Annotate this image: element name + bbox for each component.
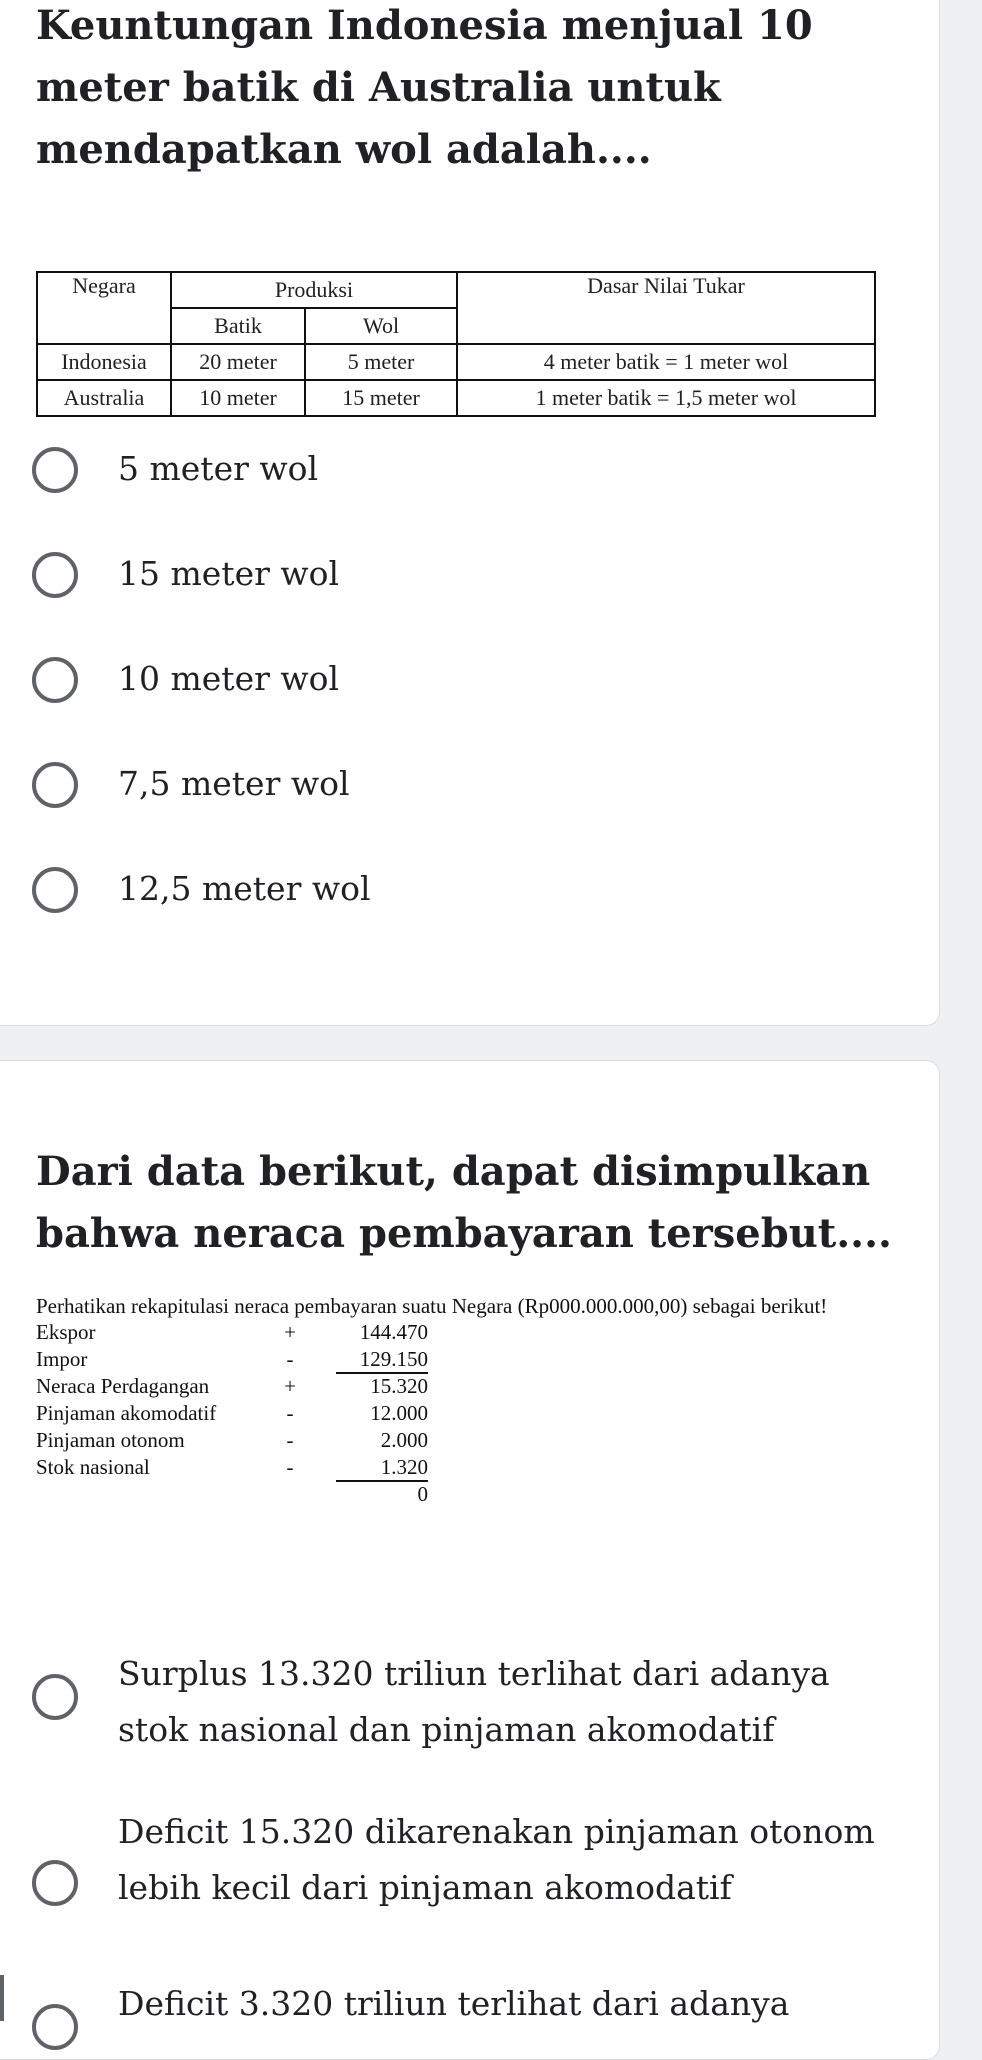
question-card-1 [0, 0, 940, 1026]
row-value: 1.320 [336, 1454, 428, 1482]
radio-button[interactable] [32, 762, 78, 808]
balance-of-payments-figure [36, 1293, 876, 1508]
row-label: Neraca Perdagangan [36, 1374, 210, 1398]
question-title: Dari data berikut, dapat disimpulkan bahwa neraca pembayaran tersebut.... [36, 1148, 892, 1257]
figure-intro: Perhatikan rekapitulasi neraca pembayaran suatu Negara (Rp000.000.000,00) sebagai berikut! [36, 1294, 828, 1318]
option-label: 12,5 meter wol [118, 869, 371, 908]
cell-wol: 5 meter [305, 344, 457, 380]
option-label: Deficit 3.320 triliun terlihat dari adanya [118, 1984, 790, 2023]
row-sign: - [286, 1347, 294, 1371]
table-row [37, 344, 875, 380]
header-negara: Negara [37, 272, 171, 344]
row-label: Pinjaman otonom [36, 1428, 185, 1452]
scroll-marker [0, 1975, 4, 2021]
option-label: Deficit 15.320 dikarenakan pinjaman otonom lebih kecil dari pinjaman akomodatif [118, 1812, 875, 1907]
row-sign: + [284, 1374, 296, 1398]
row-value: 12.000 [370, 1401, 428, 1425]
row-sign: - [286, 1401, 294, 1425]
header-produksi: Produksi [171, 272, 457, 308]
cell-batik: 10 meter [171, 380, 305, 416]
radio-button[interactable] [32, 1860, 78, 1906]
figure-row [36, 1400, 876, 1427]
figure-row [36, 1346, 876, 1373]
row-value: 2.000 [380, 1428, 428, 1452]
row-label: Impor [36, 1347, 88, 1371]
radio-button[interactable] [32, 1674, 78, 1720]
cell-negara: Australia [37, 380, 171, 416]
question-title: Keuntungan Indonesia menjual 10 meter batik di Australia untuk mendapatkan wol adalah.... [36, 2, 813, 173]
radio-button[interactable] [32, 552, 78, 598]
figure-row [36, 1427, 876, 1454]
row-label: Ekspor [36, 1320, 96, 1344]
option-label: Surplus 13.320 triliun terlihat dari adanya stok nasional dan pinjaman akomodatif [118, 1654, 830, 1749]
option-label: 10 meter wol [118, 659, 340, 698]
radio-button[interactable] [32, 447, 78, 493]
cell-batik: 20 meter [171, 344, 305, 380]
cell-dasar: 4 meter batik = 1 meter wol [457, 344, 875, 380]
row-value: 0 [417, 1482, 428, 1506]
row-value: 144.470 [359, 1320, 428, 1344]
row-label: Pinjaman akomodatif [36, 1401, 217, 1425]
header-wol: Wol [305, 308, 457, 344]
cell-negara: Indonesia [37, 344, 171, 380]
cell-dasar: 1 meter batik = 1,5 meter wol [457, 380, 875, 416]
row-value: 129.150 [336, 1346, 428, 1374]
figure-row [36, 1454, 876, 1481]
table-row [37, 380, 875, 416]
row-value: 15.320 [370, 1374, 428, 1398]
header-batik: Batik [171, 308, 305, 344]
cell-wol: 15 meter [305, 380, 457, 416]
figure-row [36, 1373, 876, 1400]
radio-button[interactable] [32, 867, 78, 913]
question-card-2 [0, 1060, 940, 2060]
trade-table [36, 271, 876, 417]
radio-button[interactable] [32, 657, 78, 703]
row-sign: - [286, 1428, 294, 1452]
option-label: 7,5 meter wol [118, 764, 350, 803]
row-label: Stok nasional [36, 1455, 150, 1479]
header-dasar: Dasar Nilai Tukar [457, 272, 875, 344]
option-label: 15 meter wol [118, 554, 340, 593]
figure-row [36, 1481, 876, 1508]
row-sign: + [284, 1320, 296, 1344]
row-sign: - [286, 1455, 294, 1479]
figure-row [36, 1319, 876, 1346]
option-label: 5 meter wol [118, 449, 319, 488]
radio-button[interactable] [32, 2004, 78, 2050]
